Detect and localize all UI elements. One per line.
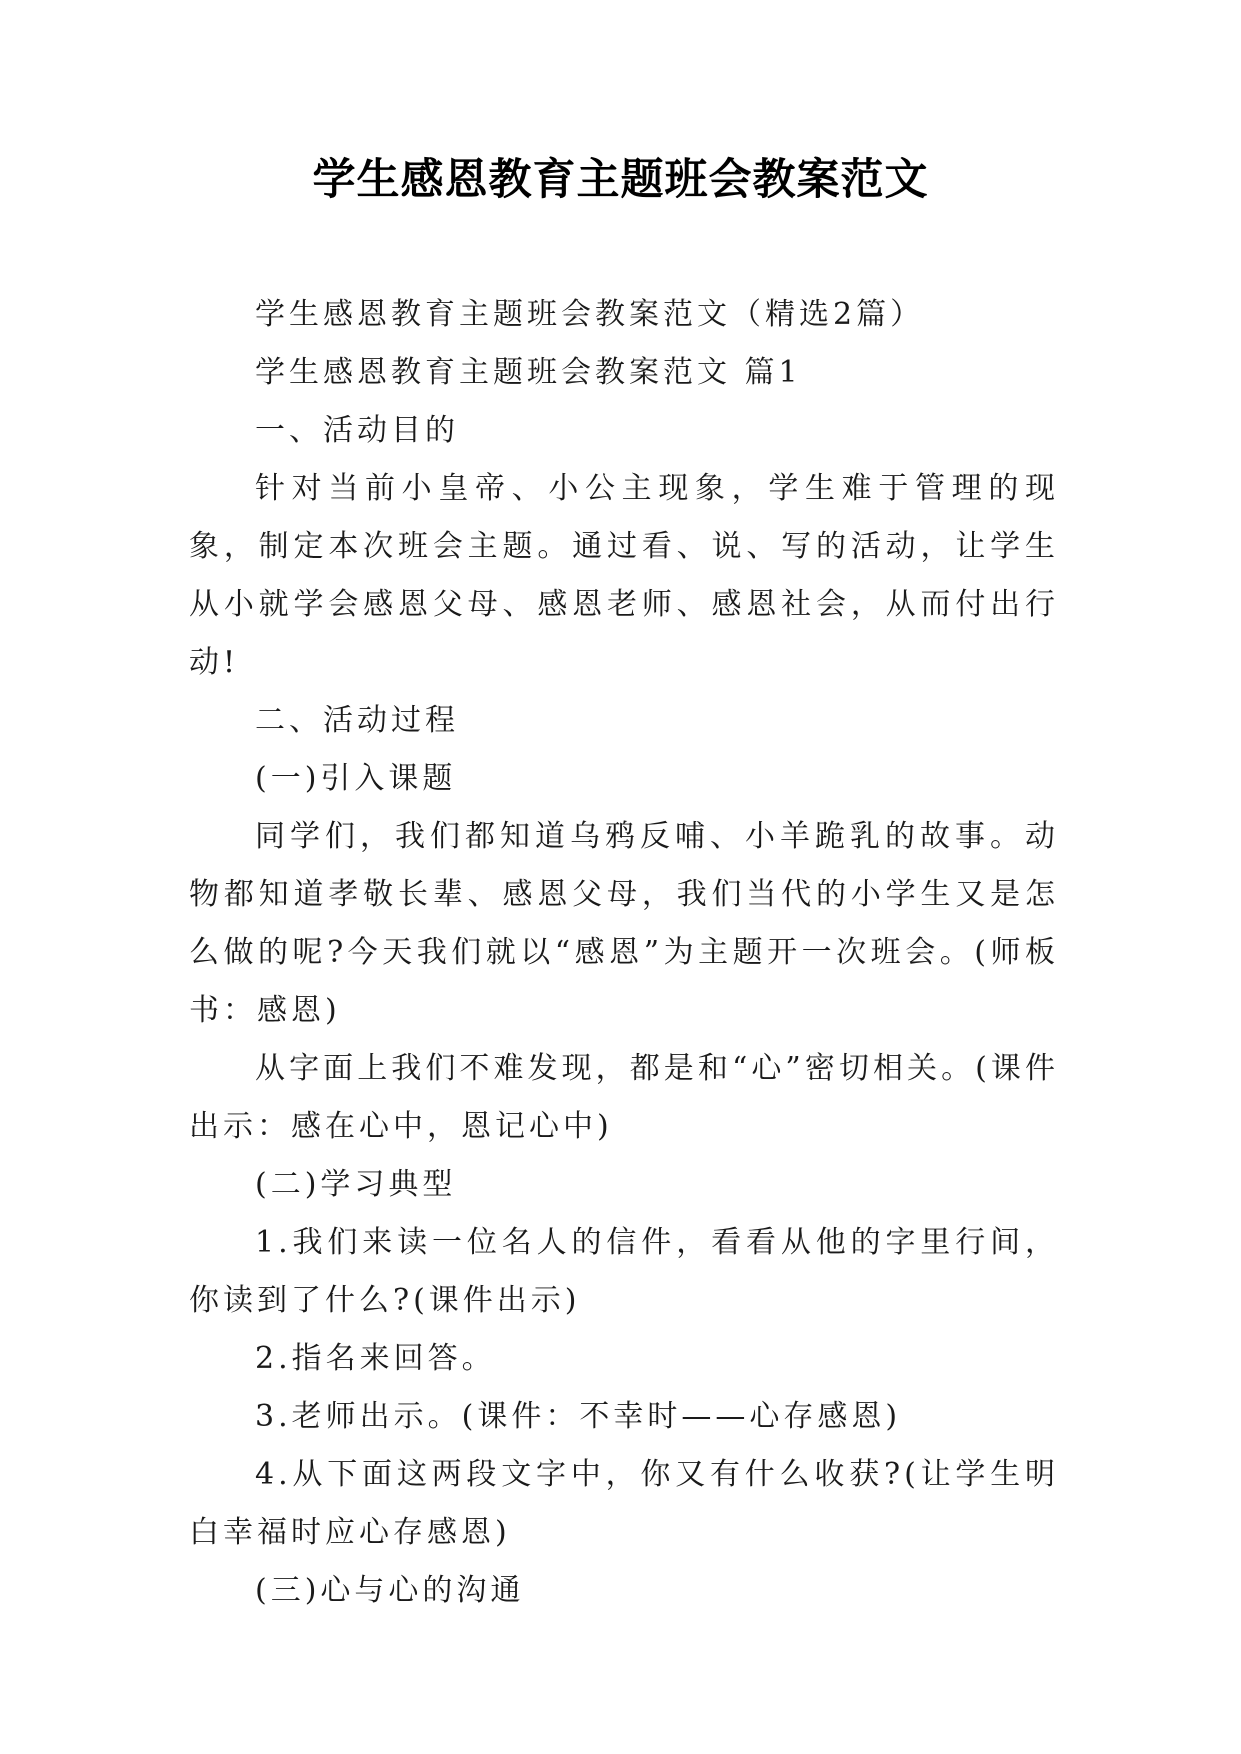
paragraph: 从字面上我们不难发现，都是和“心”密切相关。(课件出示：感在心中，恩记心中) bbox=[189, 1051, 1059, 1144]
section-heading: 一、活动目的 bbox=[255, 413, 459, 448]
document-body bbox=[189, 286, 1059, 1620]
paragraph: 学生感恩教育主题班会教案范文（精选2篇） bbox=[255, 297, 925, 332]
paragraph: 学生感恩教育主题班会教案范文 篇1 bbox=[255, 355, 802, 390]
subsection-heading: (一)引入课题 bbox=[255, 761, 457, 796]
paragraph: 同学们，我们都知道乌鸦反哺、小羊跪乳的故事。动物都知道孝敬长辈、感恩父母，我们当代的小学生又是怎么做的呢?今天我们就以“感恩”为主题开一次班会。(师板书：感恩) bbox=[189, 819, 1059, 1028]
list-item: 1.我们来读一位名人的信件，看看从他的字里行间，你读到了什么?(课件出示) bbox=[189, 1225, 1059, 1318]
list-item: 4.从下面这两段文字中，你又有什么收获?(让学生明白幸福时应心存感恩) bbox=[189, 1457, 1059, 1550]
subsection-heading: (二)学习典型 bbox=[255, 1167, 457, 1202]
section-heading: 二、活动过程 bbox=[255, 703, 459, 738]
document-title: 学生感恩教育主题班会教案范文 bbox=[312, 155, 929, 205]
paragraph: 针对当前小皇帝、小公主现象，学生难于管理的现象，制定本次班会主题。通过看、说、写的活动，让学生从小就学会感恩父母、感恩老师、感恩社会，从而付出行动! bbox=[189, 471, 1059, 680]
list-item: 3.老师出示。(课件：不幸时——心存感恩) bbox=[255, 1399, 902, 1434]
list-item: 2.指名来回答。 bbox=[255, 1341, 496, 1376]
subsection-heading: (三)心与心的沟通 bbox=[255, 1573, 525, 1608]
